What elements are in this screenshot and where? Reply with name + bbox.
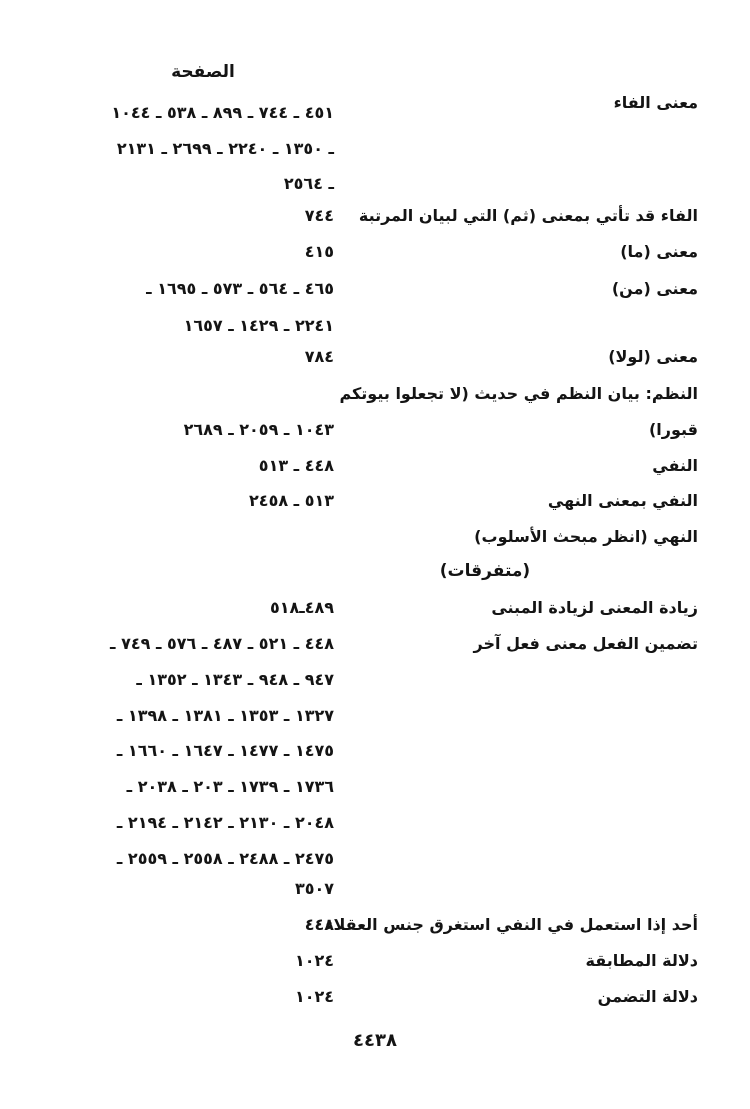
index-entry — [0, 914, 750, 950]
entry-pages: ١٧٣٦ ـ ١٧٣٩ ـ ٢٠٣ ـ ٢٠٣٨ ـ — [126, 777, 334, 796]
entry-topic: قبورا) — [648, 420, 698, 439]
entry-pages: ٢٤٧٥ ـ ٢٤٨٨ ـ ٢٥٥٨ ـ ٢٥٥٩ ـ — [116, 849, 334, 868]
entry-topic: النهي (انظر مبحث الأسلوب) — [474, 527, 698, 546]
entry-pages: ٤٤٨ — [304, 915, 334, 934]
entry-topic: معنى (من) — [611, 279, 698, 298]
page-column-header: الصفحة — [171, 62, 235, 82]
index-entry — [0, 490, 750, 526]
entry-pages: ١٤٧٥ ـ ١٤٧٧ ـ ١٦٤٧ ـ ١٦٦٠ ـ — [116, 741, 334, 760]
section-heading: (متفرقات) — [439, 561, 531, 581]
entry-pages: ـ ٢٥٦٤ — [283, 174, 334, 193]
index-entry — [0, 205, 750, 241]
entry-pages: ١٠٢٤ — [294, 987, 334, 1006]
entry-topic: دلالة المطابقة — [585, 951, 698, 970]
index-entry — [0, 776, 750, 812]
entry-topic: النظم: بيان النظم في حديث (لا تجعلوا بيوتكم — [339, 384, 698, 403]
entry-pages: ١٣٢٧ ـ ١٣٥٣ ـ ١٣٨١ ـ ١٣٩٨ ـ — [116, 706, 334, 725]
entry-pages: ٣٥٠٧ — [294, 879, 334, 898]
entry-pages: ٤٨٩ـ٥١٨ — [269, 598, 334, 617]
index-entry — [0, 102, 750, 138]
entry-topic: زيادة المعنى لزيادة المبنى — [491, 598, 698, 617]
index-entry — [0, 346, 750, 382]
index-entry — [0, 705, 750, 741]
entry-pages: ٤٥١ ـ ٧٤٤ ـ ٨٩٩ ـ ٥٣٨ ـ ١٠٤٤ — [111, 103, 334, 122]
entry-pages: ٩٤٧ ـ ٩٤٨ ـ ١٣٤٣ ـ ١٣٥٢ ـ — [136, 670, 334, 689]
index-entry — [0, 597, 750, 633]
index-entry — [0, 633, 750, 669]
entry-topic: النفي بمعنى النهي — [547, 491, 698, 510]
entry-pages: ١٠٤٣ ـ ٢٠٥٩ ـ ٢٦٨٩ — [183, 420, 334, 439]
entry-pages: ٤٦٥ ـ ٥٦٤ ـ ٥٧٣ ـ ١٦٩٥ ـ — [146, 279, 334, 298]
index-entry — [0, 383, 750, 419]
entry-topic: معنى (ما) — [620, 242, 698, 261]
entry-topic: تضمين الفعل معنى فعل آخر — [473, 634, 698, 653]
index-entry — [0, 986, 750, 1022]
entry-pages: ٧٨٤ — [304, 347, 334, 366]
entry-pages: ١٠٢٤ — [294, 951, 334, 970]
entry-topic: دلالة التضمن — [597, 987, 698, 1006]
index-entry — [0, 812, 750, 848]
entry-pages: ٥١٣ ـ ٢٤٥٨ — [249, 491, 334, 510]
entry-topic: النفي — [652, 456, 698, 475]
index-entry — [0, 173, 750, 209]
entry-pages: ٤٤٨ ـ ٥١٣ — [258, 456, 334, 475]
index-entry — [0, 526, 750, 562]
index-entry — [0, 669, 750, 705]
entry-topic: معنى الفاء — [613, 93, 698, 112]
entry-pages: ٢٠٤٨ ـ ٢١٣٠ ـ ٢١٤٢ ـ ٢١٩٤ ـ — [116, 813, 334, 832]
index-entry — [0, 878, 750, 914]
entry-topic: أحد إذا استعمل في النفي استغرق جنس العقلاء — [325, 915, 698, 934]
entry-topic: الفاء قد تأتي بمعنى (ثم) التي لبيان المرتبة — [358, 206, 698, 225]
entry-pages: ٢٢٤١ ـ ١٤٢٩ ـ ١٦٥٧ — [183, 316, 334, 335]
index-entry — [0, 455, 750, 491]
entry-pages: ٧٤٤ — [304, 206, 334, 225]
page-number: ٤٤٣٨ — [353, 1030, 397, 1051]
index-entry — [0, 138, 750, 174]
entry-pages: ٤١٥ — [304, 242, 334, 261]
index-entry — [0, 419, 750, 455]
index-entry — [0, 950, 750, 986]
index-entry — [0, 241, 750, 277]
index-entry — [0, 740, 750, 776]
entry-pages: ٤٤٨ ـ ٥٢١ ـ ٤٨٧ ـ ٥٧٦ ـ ٧٤٩ ـ — [110, 634, 334, 653]
index-entry — [0, 278, 750, 314]
entry-pages: ـ ١٣٥٠ ـ ٢٢٤٠ ـ ٢٦٩٩ ـ ٢١٣١ — [116, 139, 334, 158]
entry-topic: معنى (لولا) — [608, 347, 698, 366]
